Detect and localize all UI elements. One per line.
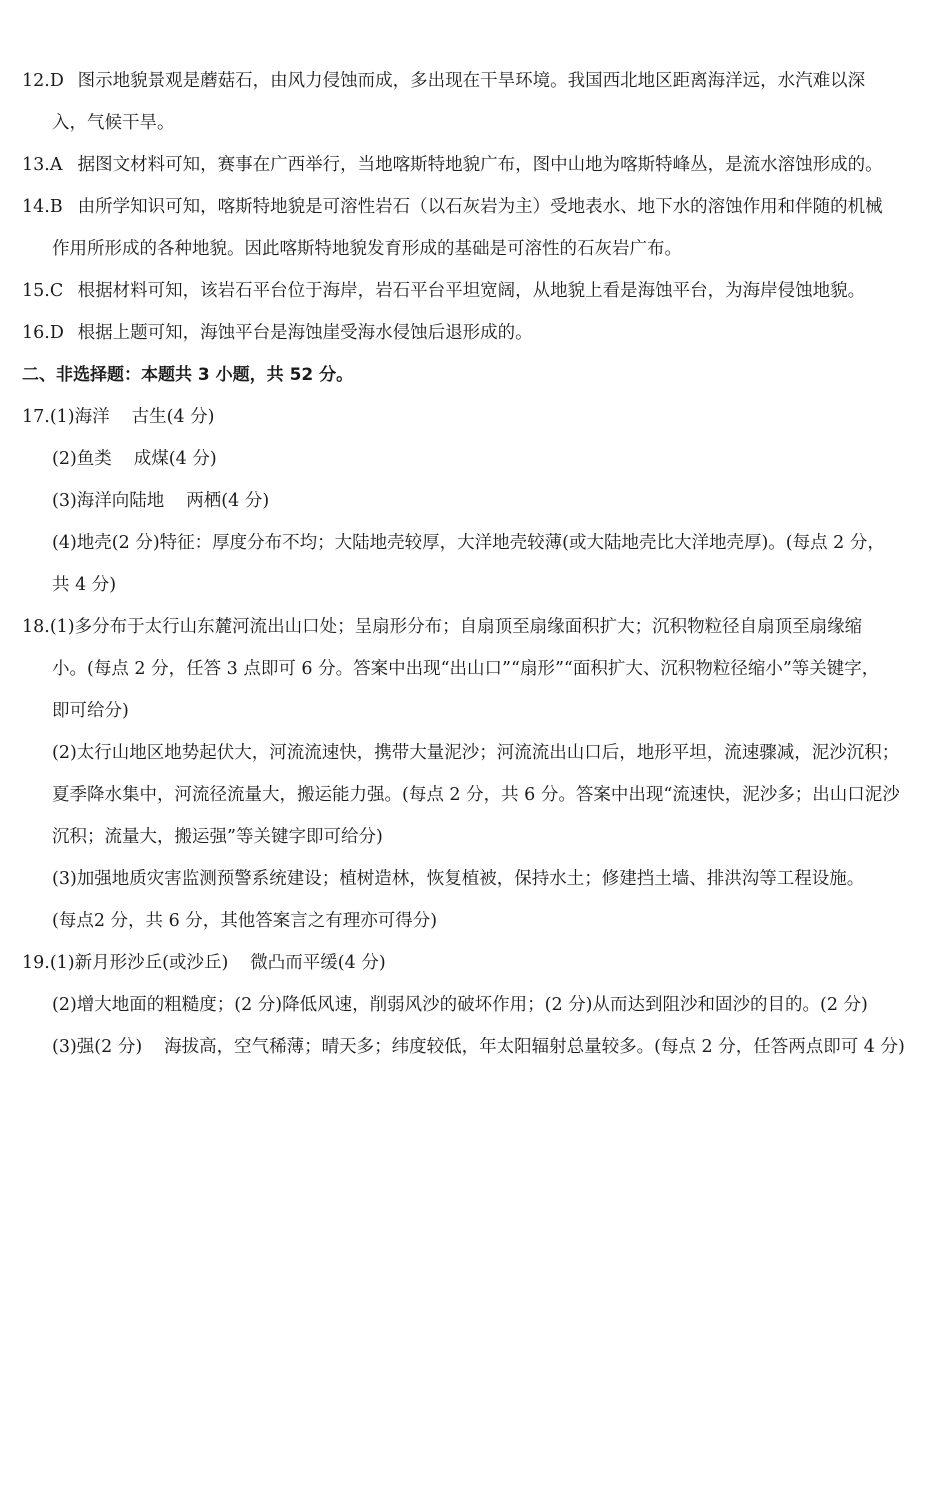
- q18-part-3-line-1: (3)加强地质灾害监测预警系统建设；植树造林，恢复植被，保持水土；修建挡土墙、排洪沟等工程设施。: [52, 869, 865, 889]
- q12-number: 12.D: [22, 60, 72, 102]
- q17-part-2: (2)鱼类 成煤(4 分): [52, 449, 217, 469]
- q16-number: 16.D: [22, 312, 72, 354]
- q13-number: 13.A: [22, 144, 72, 186]
- q16-line-1: [22, 312, 934, 354]
- q18-part-2-line-2: 夏季降水集中，河流径流量大，搬运能力强。(每点 2 分，共 6 分。答案中出现“流速快，泥沙多；出山口泥沙: [52, 785, 900, 805]
- q14-line-1: [22, 186, 934, 228]
- answer-key-page: [22, 60, 934, 1068]
- q14-answer: B: [49, 197, 63, 217]
- q18-part-3-line-2: (每点2 分，共 6 分，其他答案言之有理亦可得分): [52, 911, 438, 931]
- q17-number: 17.: [22, 407, 50, 427]
- q18-part-1-line-1: 18.(1)多分布于太行山东麓河流出山口处；呈扇形分布；自扇顶至扇缘面积扩大；沉积物粒径自扇顶至扇缘缩: [22, 617, 863, 637]
- q12-answer: D: [49, 71, 64, 91]
- q12-line-1: [22, 60, 934, 102]
- q19-number: 19.: [22, 953, 50, 973]
- q18-part-2-line-1: (2)太行山地区地势起伏大，河流流速快，携带大量泥沙；河流流出山口后，地形平坦，流速骤减，泥沙沉积；: [52, 743, 900, 763]
- q19-part-1: 19.(1)新月形沙丘(或沙丘) 微凸而平缓(4 分): [22, 953, 386, 973]
- q12-line-2: 入，气候干旱。: [52, 113, 175, 133]
- q14-number: 14.B: [22, 186, 72, 228]
- q12-explanation: 图示地貌景观是蘑菇石，由风力侵蚀而成，多出现在干旱环境。我国西北地区距离海洋远，水汽难以深: [77, 71, 866, 91]
- q14-explanation: 由所学知识可知，喀斯特地貌是可溶性岩石（以石灰岩为主）受地表水、地下水的溶蚀作用和伴随的机械: [77, 197, 883, 217]
- q17-part-1: 17.(1)海洋 古生(4 分): [22, 407, 215, 427]
- q13-line-1: [22, 144, 934, 186]
- q18-part-1-line-2: 小。(每点 2 分，任答 3 点即可 6 分。答案中出现“出山口”“扇形”“面积扩大、沉积物粒径缩小”等关键字，: [52, 659, 880, 679]
- q16-explanation: 根据上题可知，海蚀平台是海蚀崖受海水侵蚀后退形成的。: [77, 323, 533, 343]
- q18-number: 18.: [22, 617, 50, 637]
- q15-line-1: [22, 270, 934, 312]
- q18-part-2-line-3: 沉积；流量大，搬运强”等关键字即可给分): [52, 827, 383, 847]
- q17-part-4-line-1: (4)地壳(2 分)特征：厚度分布不均；大陆地壳较厚，大洋地壳较薄(或大陆地壳比大洋地壳厚)。(每点 2 分，: [52, 533, 885, 553]
- q15-explanation: 根据材料可知，该岩石平台位于海岸，岩石平台平坦宽阔，从地貌上看是海蚀平台，为海岸侵蚀地貌。: [77, 281, 866, 301]
- q13-answer: A: [49, 155, 63, 175]
- section-2-heading: 二、非选择题：本题共 3 小题，共 52 分。: [22, 365, 354, 385]
- q14-line-2: 作用所形成的各种地貌。因此喀斯特地貌发育形成的基础是可溶性的石灰岩广布。: [52, 239, 682, 259]
- q19-part-2: (2)增大地面的粗糙度；(2 分)降低风速，削弱风沙的破坏作用；(2 分)从而达到阻沙和固沙的目的。(2 分): [52, 995, 868, 1015]
- q18-part-1-line-3: 即可给分): [52, 701, 129, 721]
- q17-part-3: (3)海洋向陆地 两栖(4 分): [52, 491, 270, 511]
- q15-number: 15.C: [22, 270, 72, 312]
- q19-part-3: (3)强(2 分) 海拔高，空气稀薄；晴天多；纬度较低，年太阳辐射总量较多。(每点 2 分，任答两点即可 4 分): [52, 1037, 905, 1057]
- q16-answer: D: [49, 323, 64, 343]
- q13-explanation: 据图文材料可知，赛事在广西举行，当地喀斯特地貌广布，图中山地为喀斯特峰丛，是流水溶蚀形成的。: [77, 155, 883, 175]
- q15-answer: C: [49, 281, 64, 301]
- q17-part-4-line-2: 共 4 分): [52, 575, 117, 595]
